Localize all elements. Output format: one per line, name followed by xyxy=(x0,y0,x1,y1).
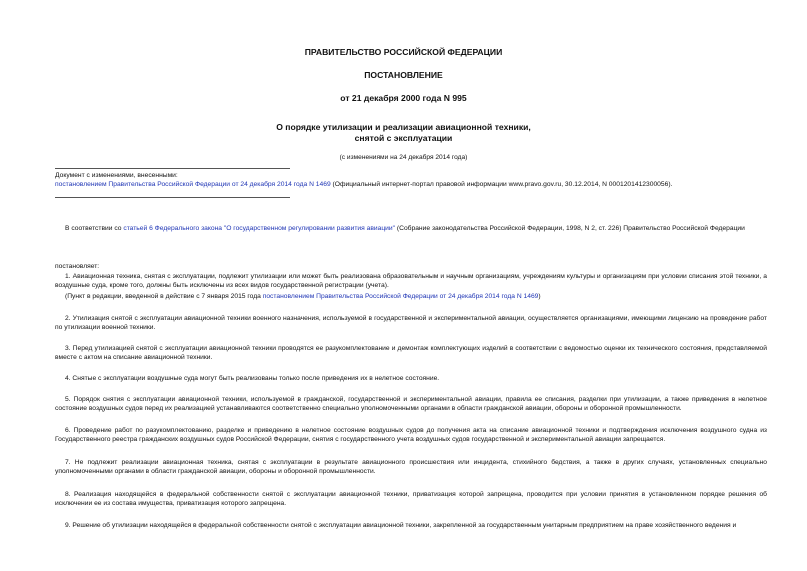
item-1-note-post: ) xyxy=(538,293,541,300)
item-1-note-link[interactable]: постановлением Правительства Российской Федерации от 24 декабря 2014 года N 1469 xyxy=(262,293,539,300)
resolves: постановляет: xyxy=(55,263,100,270)
revision-note: (с изменениями на 24 декабря 2014 года) xyxy=(339,154,468,161)
document-type: ПОСТАНОВЛЕНИЕ xyxy=(364,70,443,80)
document-title-line1: О порядке утилизации и реализации авиационной техники, xyxy=(276,122,531,132)
item-6: 6. Проведение работ по разукомплектованию, разделке и приведению в нелетное состояние воздушных судов до получения акта на списание авиационной техники и подтверждения исключения воздушного судна из Государственного реестра гражданских воздушных судов Российской Федерации, снятия с государственного учета воздушных судов государственной и экспериментальной авиации запрещается. xyxy=(55,427,767,443)
item-3: 3. Перед утилизацией снятой с эксплуатации авиационной техники проводятся ее разукомплектование и демонтаж комплектующих изделий в соответствии с ведомостью оценки их технического состояния, представляемой вместе с актом на списание авиационной техники. xyxy=(55,345,767,361)
amendments-top-rule xyxy=(55,168,290,169)
item-1-note-pre: (Пункт в редакции, введенной в действие с 7 января 2015 года xyxy=(65,293,263,300)
amendments-intro: Документ с изменениями, внесенными: xyxy=(55,172,178,179)
document-title-line2: снятой с эксплуатации xyxy=(354,133,453,143)
preamble-post: (Собрание законодательства Российской Федерации, 1998, N 2, ст. 226) Правительство Российской Федерации xyxy=(395,225,745,232)
item-9: 9. Решение об утилизации находящейся в федеральной собственности снятой с эксплуатации авиационной техники, закрепленной за государственным унитарным предприятием на праве хозяйственного ведения и xyxy=(65,522,737,529)
item-5: 5. Порядок снятия с эксплуатации авиационной техники, используемой в гражданской, государственной и экспериментальной авиации, правила ее списания, разделки при утилизации, а также приведения в нелетное состояние воздушных судов перед их реализацией устанавливаются соответственно специально уполномоченными органами в области гражданской авиации, обороны и оборонной промышленности. xyxy=(55,396,767,412)
federal-law-link[interactable]: статьей 6 Федерального закона "О государственном регулировании развития авиации" xyxy=(123,225,396,232)
document-date-number: от 21 декабря 2000 года N 995 xyxy=(340,93,467,103)
amendments-bottom-rule xyxy=(55,197,290,198)
item-1: 1. Авиационная техника, снятая с эксплуатации, подлежит утилизации или может быть реализована образовательным и научным организациям, учреждениям культуры и организациям при условии списания этой техники, а воздушные суда, кроме того, должны быть исключены из всех видов государственной регистрации (учета). xyxy=(55,273,767,289)
preamble-pre: В соответствии со xyxy=(65,225,124,232)
item-4: 4. Снятые с эксплуатации воздушные суда могут быть реализованы только после приведения их в нелетное состояние. xyxy=(65,375,440,382)
amendment-source: (Официальный интернет-портал правовой информации www.pravo.gov.ru, 30.12.2014, N 0001201412300056). xyxy=(330,181,673,188)
item-8: 8. Реализация находящейся в федеральной собственности снятой с эксплуатации авиационной техники, приватизация которой запрещена, проводится при условии принятия в установленном порядке решения об исключении ее из состава имущества, приватизация которого запрещена. xyxy=(55,491,767,507)
preamble xyxy=(55,224,767,233)
item-7: 7. Не подлежит реализации авиационная техника, снятая с эксплуатации в результате авиационного происшествия или инцидента, стихийного бедствия, а также в других случаях, установленных специально уполномоченными органами в области гражданской авиации, обороны и оборонной промышленности. xyxy=(55,459,767,475)
government-heading: ПРАВИТЕЛЬСТВО РОССИЙСКОЙ ФЕДЕРАЦИИ xyxy=(304,47,503,57)
amendment-link[interactable]: постановлением Правительства Российской Федерации от 24 декабря 2014 года N 1469 xyxy=(55,181,331,188)
item-1-note xyxy=(65,292,541,301)
item-2: 2. Утилизация снятой с эксплуатации авиационной техники военного назначения, используемой в государственной и экспериментальной авиации, осуществляется организациями, имеющими лицензию на проведение работ по утилизации военной техники. xyxy=(55,315,767,331)
amendments-line xyxy=(55,180,672,189)
